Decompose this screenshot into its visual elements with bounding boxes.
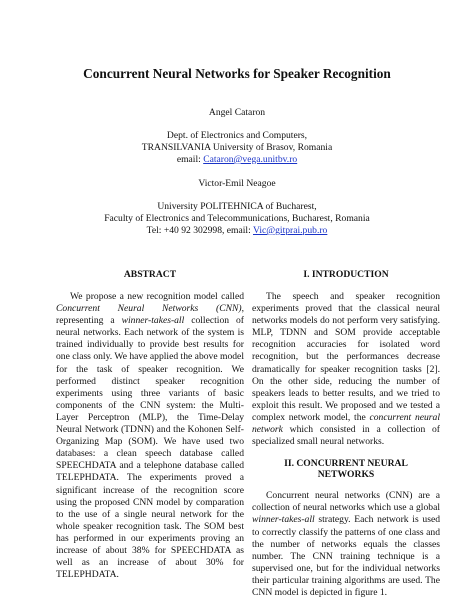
author-block-1 [0,107,474,166]
right-column [252,269,440,599]
section2-heading [252,458,440,480]
author-contact-line [0,225,474,237]
author-name: Angel Cataron [208,107,266,118]
intro-text: The speech and speaker recognition experiments proved that the classical neural networks models do not perform very satisfying. MLP, TDNN and SOM provide acceptable recognition accuracies for isolated word recognition, but the performances decrease dramatically for speaker recognition tasks [2]. On the other side, reducing the number of speakers leads to better results, and we tried to exploit this result. We proposed and we tested a complex network model, the [252,291,440,423]
section2-heading-line: NETWORKS [317,469,375,481]
abstract-emphasis: Concurrent Neural Networks (CNN) [56,303,242,315]
author-affiliation: University POLITEHNICA of Bucharest, [157,201,317,213]
author-affiliation: Faculty of Electronics and Telecommunications, Bucharest, Romania [104,213,370,225]
abstract-paragraph [56,291,244,581]
intro-text: which consisted in a collection of specialized small neural networks. [252,424,440,448]
author-email-line [0,154,474,166]
section2-paragraph [252,490,440,599]
abstract-text: , representing a [56,303,244,327]
section2-text: strategy. Each network is used to correctly classify the patterns of one class and the number of networks equals the classes number. The CNN training technique is a supervised one, but for the individual networks their particular training algorithms are used. The CNN model is depicted in figure 1. [252,514,440,598]
author-affiliation: Dept. of Electronics and Computers, [166,130,308,142]
author-name: Victor-Emil Neagoe [198,178,276,189]
email-link[interactable]: Cataron@vega.unitbv.ro [203,153,298,165]
abstract-emphasis: winner-takes-all [121,315,185,327]
abstract-text: We propose a new recognition model called [70,291,244,302]
intro-emphasis: concurrent neural network [252,411,440,436]
email-link[interactable]: Vic@gitprai.pub.ro [253,224,328,236]
section2-emphasis: winner-takes-all [252,514,315,526]
intro-heading: I. INTRODUCTION [303,269,389,280]
paper-title: Concurrent Neural Networks for Speaker Recognition [83,66,391,81]
left-column [56,269,244,581]
abstract-text: collection of neural networks. Each network of the system is trained individually to provide best results for one class only. We have applied the above model for the task of speaker recognition. We performed distinct speaker recognition experiments using three variants of basic components of the CNN system: the Multi-Layer Perceptron (MLP), the Time-Delay Neural Network (TDNN) and the Kohonen Self-Organizing Map (SOM). We have used two databases: a clean speech database called SPEECHDATA and a telephone database called TELEPHDATA. The experiments proved a significant increase of the recognition score using the proposed CNN model by comparation to the use of a single neural network for the whole speaker recognition task. The SOM best has performed in our experiments proving an increase of about 38% for SPEECHDATA as well as an increase of about 30% for TELEPHDATA. [56,315,244,581]
contact-label: Tel: +40 92 302998, email: [146,224,253,236]
intro-paragraph [252,291,440,448]
email-label: email: [176,153,204,165]
section2-heading-line: II. CONCURRENT NEURAL [284,458,408,470]
author-affiliation: TRANSILVANIA University of Brasov, Romania [141,142,333,154]
abstract-heading: ABSTRACT [123,269,177,280]
author-block-2 [0,178,474,237]
section2-text: Concurrent neural networks (CNN) are a collection of neural networks which use a global [252,490,440,514]
